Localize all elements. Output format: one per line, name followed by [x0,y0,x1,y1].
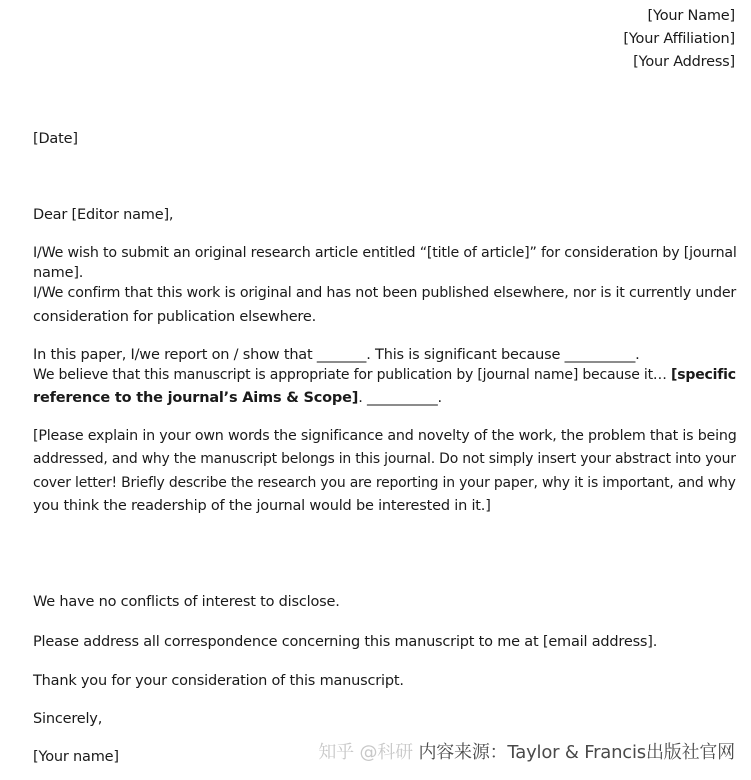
thanks-statement: Thank you for your consideration of this manuscript. [33,673,404,689]
paragraph-line: I/We wish to submit an original research article entitled “[title of article]” for consideration by [journal [33,245,737,261]
paragraph-line: [Please explain in your own words the significance and novelty of the work, the problem that is being [33,428,737,444]
paragraph-line: In this paper, I/we report on / show that _______. This is significant because __________. [33,347,640,363]
paragraph-line: I/We confirm that this work is original and has not been published elsewhere, nor is it currently under [33,285,737,301]
paragraph-line: name]. [33,265,84,281]
paragraph-line: addressed, and why the manuscript belongs in this journal. Do not simply insert your abstract into your [33,451,736,467]
watermark-main: 内容来源：Taylor & Francis出版社官网 [418,742,735,763]
paragraph-line: consideration for publication elsewhere. [33,309,316,325]
watermark-faded: 知乎 @科研 [318,742,413,763]
text-bold: [specific [671,367,736,383]
source-watermark [318,742,735,764]
salutation: Dear [Editor name], [33,207,174,223]
sender-name: [Your Name] [647,8,735,24]
text-bold: reference to the journal’s Aims & Scope] [33,390,359,406]
conflicts-statement: We have no conflicts of interest to disclose. [33,594,340,610]
signature: [Your name] [33,749,119,765]
paragraph-line: you think the readership of the journal would be interested in it.] [33,498,491,514]
text-normal: We believe that this manuscript is appropriate for publication by [journal name] because it… [33,367,671,383]
paragraph-line: cover letter! Briefly describe the research you are reporting in your paper, why it is important, and why [33,475,736,491]
sender-affiliation: [Your Affiliation] [623,31,735,47]
paragraph-line [33,388,442,408]
paragraph-line [33,365,736,385]
letter-date: [Date] [33,131,78,147]
text-normal: . __________. [358,390,442,406]
correspondence-statement: Please address all correspondence concerning this manuscript to me at [email address]. [33,634,658,650]
sender-address: [Your Address] [633,54,735,70]
closing: Sincerely, [33,711,103,727]
